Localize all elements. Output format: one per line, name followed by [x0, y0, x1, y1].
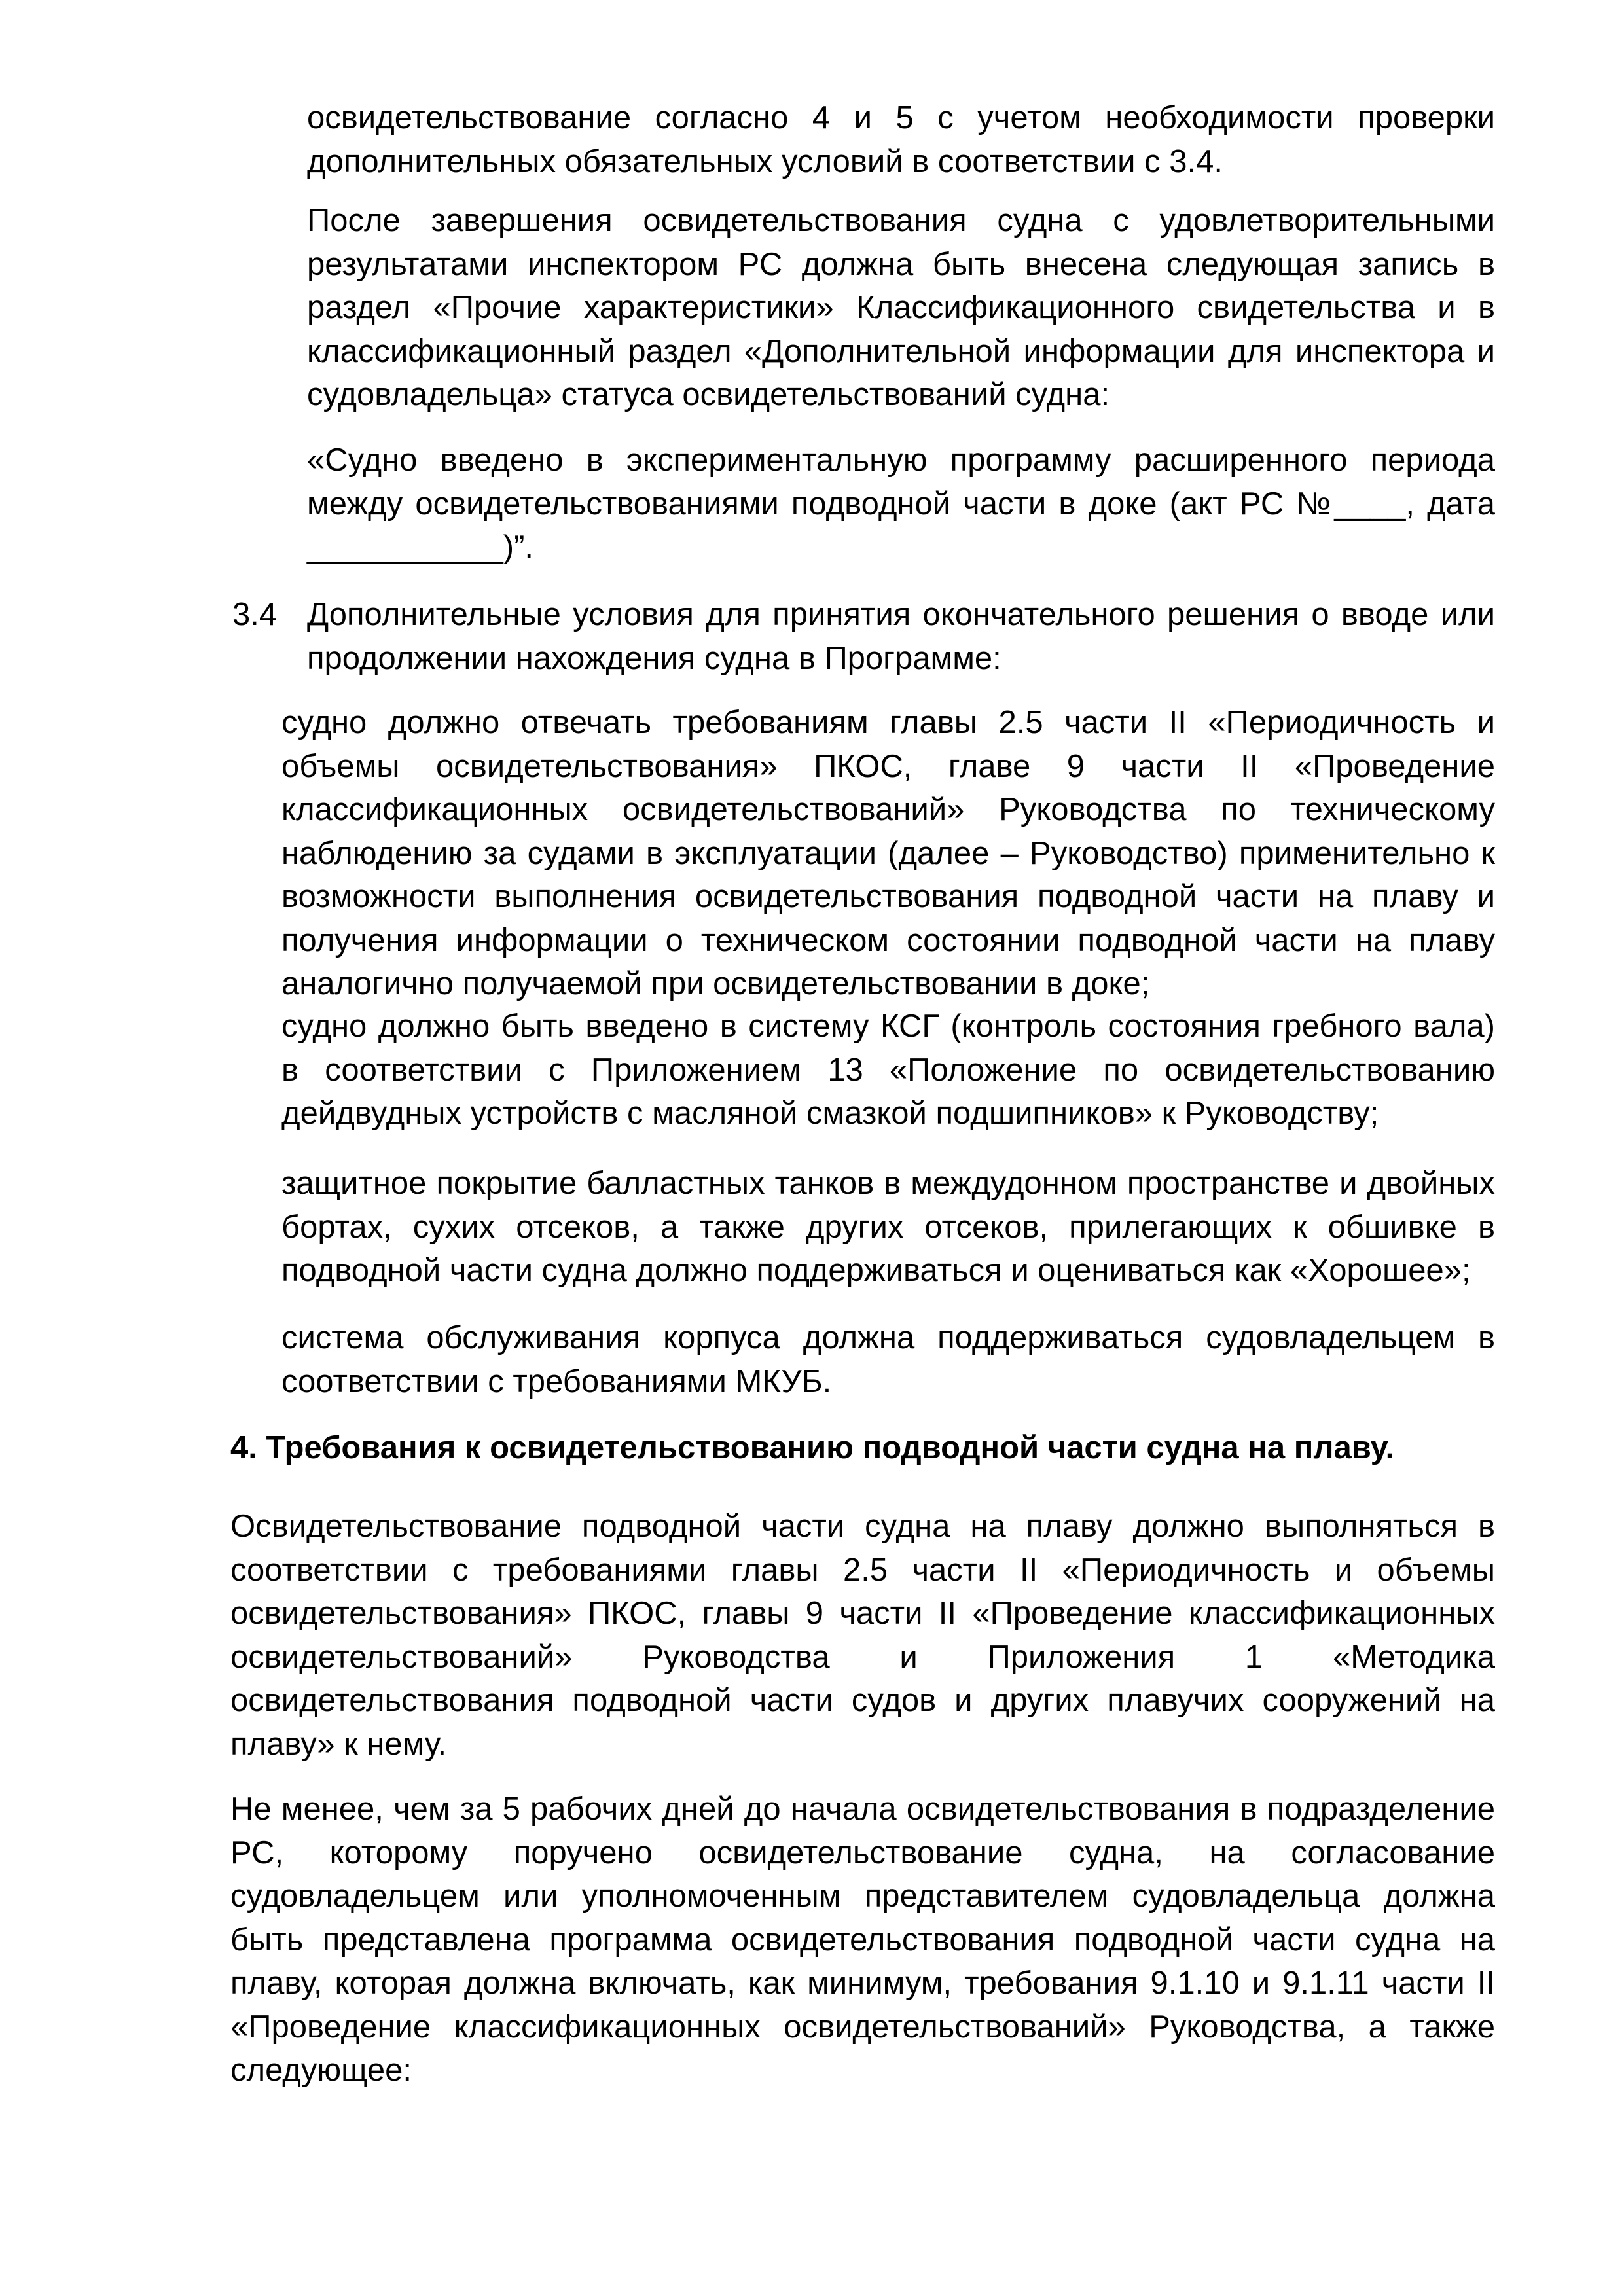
paragraph-afloat-survey: Освидетельствование подводной части судна на плаву должно выполняться в соответствии с требованиями главы 2.5 части II «Периодичность и объемы освидетельствования» ПКОС, главы 9 части II «Проведение классификационных освидетельствований» Руководства и Приложения 1 «Методика освидетельствования подводной части судов и других плавучих сооружений на плаву» к нему. [230, 1509, 1495, 1762]
section-4-heading: 4. Требования к освидетельствованию подводной части судна на плаву. [230, 1430, 1395, 1465]
paragraph-record-entry: «Судно введено в экспериментальную программу расширенного периода между освидетельствованиями подводной части в доке (акт РС №____, дата ___________)”. [307, 442, 1495, 565]
condition-item-2: судно должно быть введено в систему КСГ (контроль состояния гребного вала) в соответствии с Приложением 13 «Положение по освидетельствованию дейдвудных устройств с масляной смазкой подшипников» к Руководству; [281, 1009, 1495, 1131]
condition-item-4: система обслуживания корпуса должна поддерживаться судовладельцем в соответствии с требованиями МКУБ. [281, 1320, 1495, 1399]
section-3-4-text: Дополнительные условия для принятия окончательного решения о вводе или продолжении нахождения судна в Программе: [307, 597, 1495, 676]
paragraph-after-survey: После завершения освидетельствования судна с удовлетворительными результатами инспектором РС должна быть внесена следующая запись в раздел «Прочие характеристики» Классификационного свидетельства и в классификационный раздел «Дополнительной информации для инспектора и судовладельца» статуса освидетельствований судна: [307, 203, 1495, 412]
condition-item-1: судно должно отвечать требованиям главы 2.5 части II «Периодичность и объемы освидетельствования» ПКОС, главе 9 части II «Проведение классификационных освидетельствований» Руководства по техническому наблюдению за судами в эксплуатации (далее – Руководство) применительно к возможности выполнения освидетельствования подводной части на плаву и получения информации о техническом состоянии подводной части на плаву аналогично получаемой при освидетельствовании в доке; [281, 705, 1495, 1001]
paragraph-survey-conditions: освидетельствование согласно 4 и 5 с учетом необходимости проверки дополнительных обязательных условий в соответствии с 3.4. [307, 100, 1495, 179]
section-number-3-4: 3.4 [232, 597, 278, 632]
condition-item-3: защитное покрытие балластных танков в междудонном пространстве и двойных бортах, сухих отсеков, а также других отсеков, прилегающих к обшивке в подводной части судна должно поддерживаться и оцениваться как «Хорошее»; [281, 1166, 1495, 1288]
paragraph-survey-program: Не менее, чем за 5 рабочих дней до начала освидетельствования в подразделение РС, которому поручено освидетельствование судна, на согласование судовладельцем или уполномоченным представителем судовладельца должна быть представлена программа освидетельствования подводной части судна на плаву, которая должна включать, как минимум, требования 9.1.10 и 9.1.11 части II «Проведение классификационных освидетельствований» Руководства, а также следующее: [230, 1791, 1495, 2088]
